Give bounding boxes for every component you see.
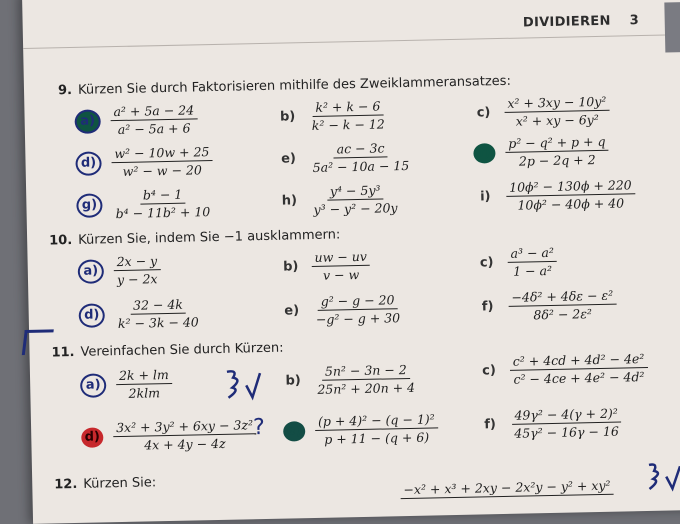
item-label: i): [479, 189, 491, 205]
task-10-b: b) $\frac{uw - uv}{v - w}$: [279, 249, 370, 284]
task-9-h: h) $\frac{\text{y⁴ − 5y³}}{\text{y³ − y² − 20y}}$: [278, 182, 401, 218]
item-label: g): [76, 193, 102, 218]
handwritten-check-mark-2: [644, 460, 680, 501]
task-10-title: 10. Kürzen Sie, indem Sie −1 ausklammern:: [49, 227, 341, 249]
task-9-f: f) $\frac{\text{p² − q² + p + q}}{2p - 2q + 2}$: [473, 134, 609, 170]
task-11-a: a) $\frac{2k + lm}{\text{2klm}}$: [80, 367, 172, 402]
task-9-i: i) $\frac{\text{10ϕ² − 130ϕ + 220}}{\text{10ϕ² − 40ϕ + 40}}$: [474, 177, 635, 213]
item-label: b): [279, 109, 296, 125]
task-9-g: g) $\frac{\text{b⁴ − 1}}{\text{b⁴ − 11b² + 10}}$: [76, 186, 213, 222]
task-9-d: d) $\frac{\text{w² − 10w + 25}}{\text{w² − w − 20}}$: [75, 144, 213, 180]
task-9-b: b) $\frac{\text{k² + k − 6}}{\text{k² − k − 12}}$: [276, 98, 388, 133]
task-9-a: a) $\frac{\text{a² + 5a − 24}}{\text{a² − 5a + 6}}$: [74, 102, 197, 138]
textbook-page: [22, 0, 680, 524]
task-10-e: e) $\frac{\text{g² − g − 20}}{\text{−g² − g + 30}}$: [280, 292, 403, 328]
item-label: f): [481, 299, 494, 315]
page-header: [22, 2, 680, 49]
task-11-title: 11. Vereinfachen Sie durch Kürzen:: [51, 340, 284, 361]
item-label: f): [484, 417, 497, 433]
task-12-title: 12. Kürzen Sie:: [54, 475, 157, 493]
handwritten-check-mark: [222, 367, 263, 410]
task-9-c: c) $\frac{\text{x² + 3xy − 10y²}}{\text{x² + xy − 6y²}}$: [472, 94, 610, 130]
item-label: e): [284, 303, 300, 319]
item-label: d): [78, 303, 104, 328]
handwritten-bracket-mark: [22, 329, 54, 355]
item-label: a): [78, 259, 104, 284]
task-10-d: d) $\frac{32 - 4k}{\text{k² − 3k − 40}}$: [78, 296, 202, 332]
task-11-d: d) $\frac{\text{3x² + 3y² + 6xy − 3z²}}{4x + 4y - 4z}$: [81, 417, 257, 454]
page-tab: [664, 2, 680, 52]
item-label: c): [479, 255, 494, 271]
task-9-title: 9. Kürzen Sie durch Faktorisieren mithilfe des Zweiklammeransatzes:: [57, 73, 512, 99]
item-label: e): [280, 151, 297, 167]
handwritten-question-mark: ?: [252, 415, 266, 441]
item-label: a): [80, 373, 106, 398]
item-label: c): [482, 363, 496, 379]
task-12-a: −x² + x³ + 2xy − 2x²y − y² + xy²: [400, 478, 613, 499]
item-label: d): [75, 151, 101, 176]
chapter-title: DIVIDIEREN: [522, 13, 611, 31]
task-11-e: e) $\frac{\text{(p + 4)² − (q − 1)²}}{p + 11 - (q + 6)}$: [283, 411, 438, 447]
item-label: f): [473, 143, 495, 163]
item-label: e): [283, 421, 305, 441]
task-11-c: c) $\frac{\text{c² + 4cd + 4d² − 4e²}}{\text{c² − 4ce + 4e² − 4d²}}$: [478, 351, 648, 388]
item-label: a): [74, 109, 100, 134]
item-label: h): [281, 193, 298, 209]
task-10-a: a) $\frac{2x - y}{y - 2x}$: [77, 253, 160, 288]
task-11-f: f) $\frac{\text{49γ² − 4(γ + 2)²}}{\text{45γ² − 16γ − 16}}$: [479, 406, 622, 442]
page-number: 3: [629, 13, 639, 29]
item-label: b): [285, 373, 301, 389]
item-label: b): [282, 259, 299, 275]
item-label: c): [476, 105, 491, 121]
task-9-e: e) $\frac{ac - 3c}{\text{5a² − 10a − 15}}$: [277, 140, 412, 176]
task-11-b: b) $\frac{\text{5n² − 3n − 2}}{\text{25n² + 20n + 4}}$: [282, 362, 418, 398]
task-10-f: f) $\frac{\text{−4δ² + 4δε − ε²}}{\text{8δ² − 2ε²}}$: [476, 288, 616, 324]
task-10-c: c) $\frac{\text{a³ − a²}}{\text{1 − a²}}$: [475, 245, 557, 280]
item-label: d): [81, 427, 103, 447]
